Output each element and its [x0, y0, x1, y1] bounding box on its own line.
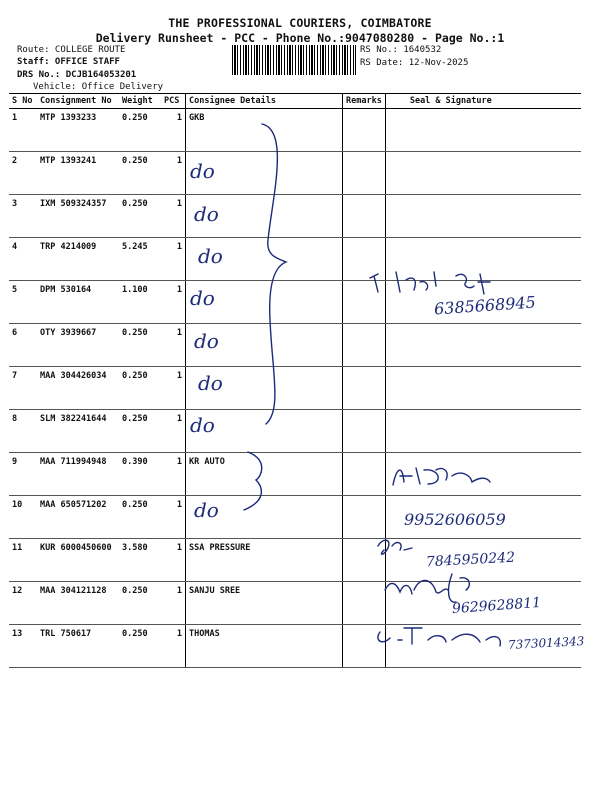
row-consignee: SSA PRESSURE: [186, 539, 343, 582]
col-header-sno: S No: [9, 94, 37, 109]
staff-label: Staff: OFFICE STAFF: [17, 57, 120, 67]
row-consignment-no: DPM 530164: [37, 281, 119, 324]
row-weight: 0.250: [119, 496, 161, 539]
col-header-remarks: Remarks: [343, 94, 386, 109]
row-consignee: GKB: [186, 109, 343, 152]
col-header-consignment: Consignment No: [37, 94, 119, 109]
row-remarks: [343, 625, 386, 668]
row-remarks: [343, 152, 386, 195]
handwritten-ditto-mark: do: [194, 328, 219, 353]
vehicle-label: Vehicle: Office Delivery: [33, 82, 164, 92]
row-sno: 5: [9, 281, 37, 324]
row-sno: 12: [9, 582, 37, 625]
row-weight: 5.245: [119, 238, 161, 281]
row-consignment-no: MAA 304426034: [37, 367, 119, 410]
row-pcs: 1: [161, 410, 186, 453]
table-row: [9, 625, 581, 668]
table-row: [9, 410, 581, 453]
row-sno: 10: [9, 496, 37, 539]
row-pcs: 1: [161, 152, 186, 195]
row-consignment-no: MTP 1393241: [37, 152, 119, 195]
row-consignment-no: MAA 711994948: [37, 453, 119, 496]
row-remarks: [343, 195, 386, 238]
row-pcs: 1: [161, 281, 186, 324]
row-sno: 6: [9, 324, 37, 367]
row-pcs: 1: [161, 324, 186, 367]
handwritten-ditto-mark: do: [194, 497, 219, 522]
handwritten-ditto-mark: do: [190, 159, 215, 184]
row-weight: 0.250: [119, 582, 161, 625]
row-consignee: THOMAS: [186, 625, 343, 668]
route-label: Route: COLLEGE ROUTE: [17, 45, 126, 55]
row-weight: 0.250: [119, 324, 161, 367]
row-seal-signature: [385, 453, 581, 496]
handwritten-ditto-mark: do: [194, 201, 219, 226]
handwritten-ditto-mark: do: [190, 413, 215, 438]
row-remarks: [343, 324, 386, 367]
row-pcs: 1: [161, 195, 186, 238]
row-pcs: 1: [161, 582, 186, 625]
table-row: [9, 109, 581, 152]
row-remarks: [343, 410, 386, 453]
rs-date: RS Date: 12-Nov-2025: [360, 58, 469, 68]
row-remarks: [343, 496, 386, 539]
row-consignee: KR AUTO: [186, 453, 343, 496]
row-sno: 13: [9, 625, 37, 668]
row-sno: 2: [9, 152, 37, 195]
row-seal-signature: [385, 410, 581, 453]
document-subtitle: Delivery Runsheet - PCC - Phone No.:9047080280 - Page No.:1: [95, 31, 505, 45]
row-seal-signature: [385, 152, 581, 195]
handwritten-phone-row5: 6385668945: [433, 292, 537, 319]
row-weight: 1.100: [119, 281, 161, 324]
row-weight: 3.580: [119, 539, 161, 582]
col-header-weight: Weight: [119, 94, 161, 109]
barcode: [232, 45, 356, 75]
table-row: [9, 367, 581, 410]
row-remarks: [343, 281, 386, 324]
table-row: [9, 453, 581, 496]
handwritten-ditto-mark: do: [198, 243, 223, 268]
handwritten-ditto-mark: do: [198, 370, 223, 395]
row-pcs: 1: [161, 625, 186, 668]
row-consignment-no: MAA 650571202: [37, 496, 119, 539]
col-header-consignee: Consignee Details: [186, 94, 343, 109]
row-remarks: [343, 453, 386, 496]
handwritten-phone-row11: 7845950242: [425, 549, 516, 571]
row-consignee: SANJU SREE: [186, 582, 343, 625]
row-consignment-no: MAA 304121128: [37, 582, 119, 625]
row-sno: 1: [9, 109, 37, 152]
row-sno: 9: [9, 453, 37, 496]
row-consignment-no: MTP 1393233: [37, 109, 119, 152]
row-seal-signature: [385, 238, 581, 281]
drs-number: DRS No.: DCJB164053201: [17, 70, 137, 80]
row-remarks: [343, 367, 386, 410]
table-row: [9, 195, 581, 238]
row-weight: 0.250: [119, 410, 161, 453]
row-consignment-no: KUR 6000450600: [37, 539, 119, 582]
row-seal-signature: [385, 367, 581, 410]
row-pcs: 1: [161, 109, 186, 152]
row-remarks: [343, 539, 386, 582]
row-consignment-no: OTY 3939667: [37, 324, 119, 367]
row-weight: 0.250: [119, 625, 161, 668]
row-weight: 0.250: [119, 367, 161, 410]
row-sno: 8: [9, 410, 37, 453]
col-header-seal: Seal & Signature: [385, 94, 581, 109]
table-row: [9, 152, 581, 195]
handwritten-phone-row10: 9952606059: [404, 510, 506, 529]
col-header-pcs: PCS: [161, 94, 186, 109]
row-weight: 0.250: [119, 109, 161, 152]
row-sno: 7: [9, 367, 37, 410]
table-row: [9, 238, 581, 281]
document-title: THE PROFESSIONAL COURIERS, COIMBATORE: [168, 16, 432, 30]
row-pcs: 1: [161, 539, 186, 582]
row-remarks: [343, 109, 386, 152]
row-sno: 3: [9, 195, 37, 238]
row-consignment-no: TRL 750617: [37, 625, 119, 668]
row-seal-signature: [385, 195, 581, 238]
row-consignment-no: TRP 4214009: [37, 238, 119, 281]
handwritten-phone-row13: 7373014343: [507, 634, 585, 652]
row-weight: 0.250: [119, 195, 161, 238]
row-pcs: 1: [161, 496, 186, 539]
row-consignment-no: SLM 382241644: [37, 410, 119, 453]
row-seal-signature: [385, 324, 581, 367]
rs-number: RS No.: 1640532: [360, 45, 442, 55]
handwritten-phone-row12: 9629628811: [451, 594, 542, 618]
row-weight: 0.250: [119, 152, 161, 195]
row-consignment-no: IXM 509324357: [37, 195, 119, 238]
row-pcs: 1: [161, 238, 186, 281]
handwritten-ditto-mark: do: [190, 286, 215, 311]
row-remarks: [343, 238, 386, 281]
table-header-row: [9, 94, 581, 109]
row-remarks: [343, 582, 386, 625]
row-pcs: 1: [161, 367, 186, 410]
row-sno: 11: [9, 539, 37, 582]
row-weight: 0.390: [119, 453, 161, 496]
row-seal-signature: [385, 109, 581, 152]
runsheet-table: [9, 93, 581, 668]
table-row: [9, 324, 581, 367]
row-sno: 4: [9, 238, 37, 281]
row-pcs: 1: [161, 453, 186, 496]
